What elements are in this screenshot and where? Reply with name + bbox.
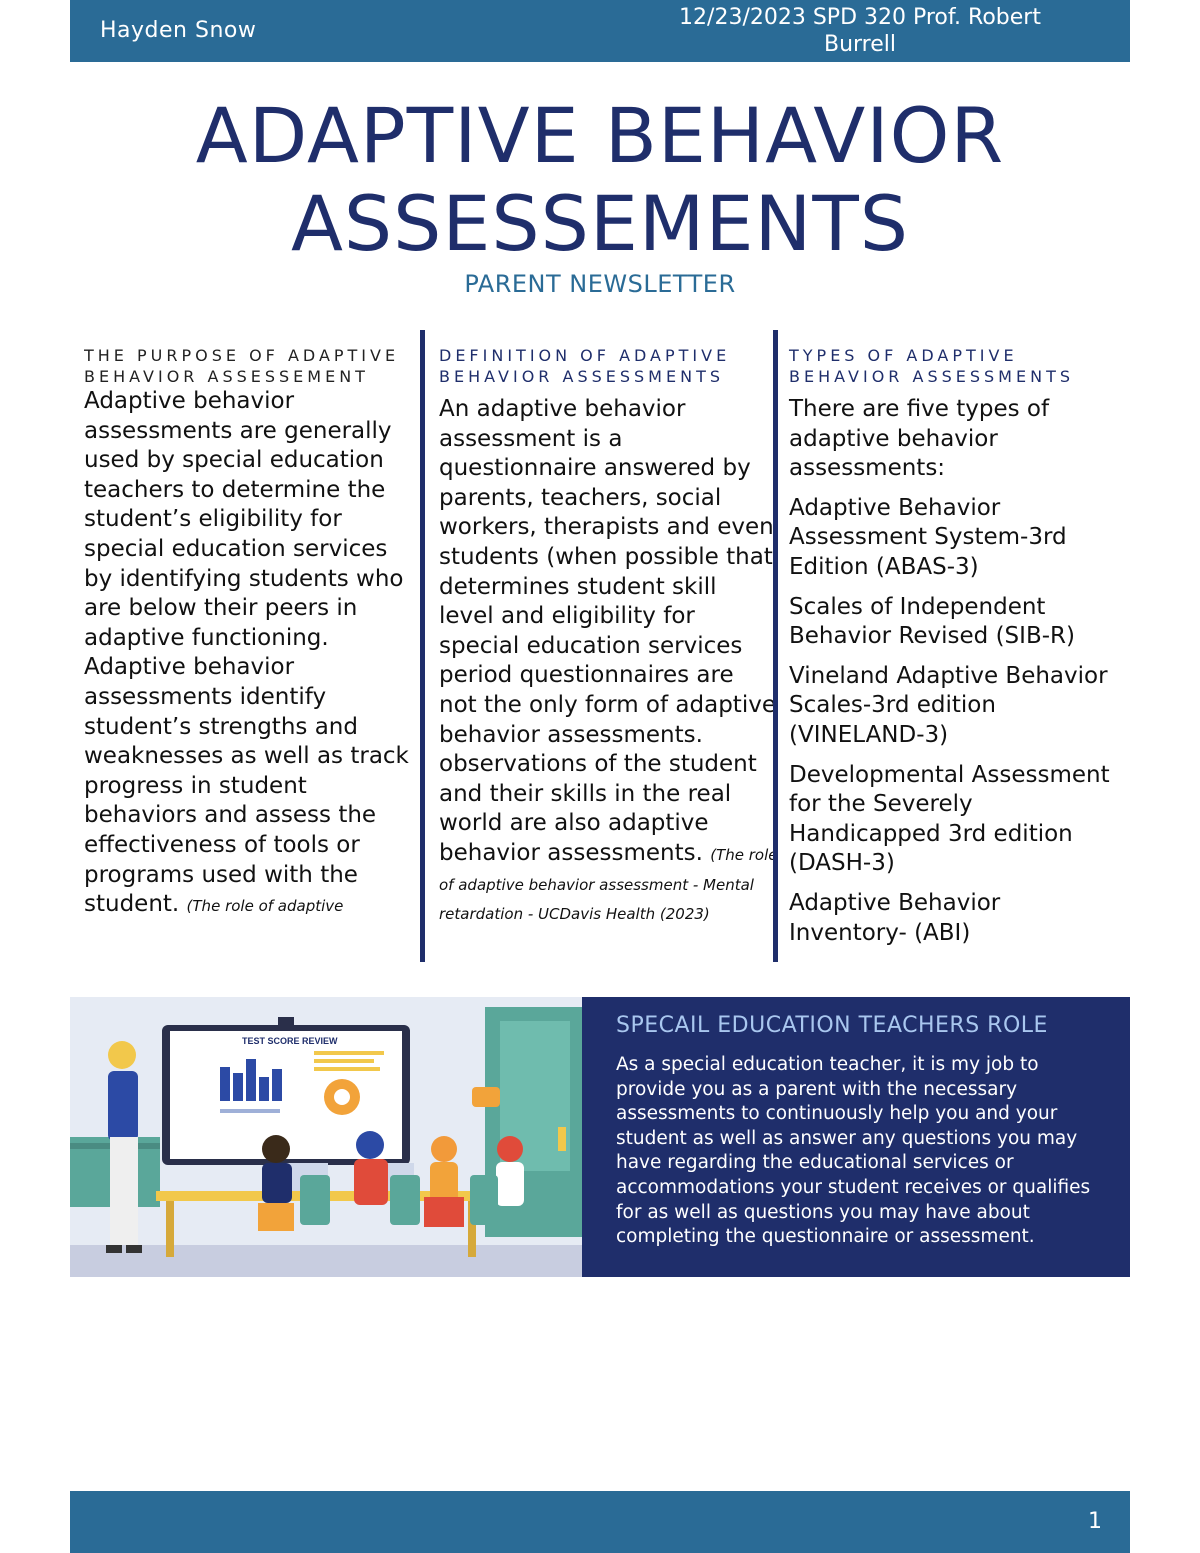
purpose-column — [84, 330, 414, 962]
definition-citation: (The role of adaptive behavior assessment - Mental retardation - UCDavis Health (2023) — [439, 845, 778, 924]
types-item-sibr: Scales of Independent Behavior Revised (SIB-R) — [789, 593, 1075, 650]
newsletter-subtitle: PARENT NEWSLETTER — [464, 270, 736, 298]
page-number: 1 — [1088, 1509, 1102, 1534]
header-bar — [70, 0, 1130, 62]
purpose-heading: THE PURPOSE OF ADAPTIVE BEHAVIOR ASSESSEMENT — [84, 346, 400, 386]
purpose-text — [84, 387, 414, 920]
classroom-scene-image — [70, 997, 582, 1277]
definition-heading: DEFINITION OF ADAPTIVE BEHAVIOR ASSESSMENTS — [439, 346, 731, 386]
purpose-body: Adaptive behavior assessments are generally used by special education teachers to determine the student’s eligibility for special education services by identifying students who are below their peers in adaptive functioning. Adaptive behavior assessments identify student’s strengths and weaknesses as well as track progress in student behaviors and assess the effectiveness of tools or programs used with the student. — [84, 388, 409, 918]
teacher-role-body: As a special education teacher, it is my job to provide you as a parent with the necessary assessments to continuously help you and your student as well as answer any questions you may have regarding the educational services or accommodations your student receives or qualifies for as well as questions you may have about completing the questionnaire or assessment. — [616, 1054, 1091, 1248]
footer-bar — [70, 1491, 1130, 1553]
types-item-vineland: Vineland Adaptive Behavior Scales-3rd edition (VINELAND-3) — [789, 662, 1108, 748]
teacher-role-title: SPECAIL EDUCATION TEACHERS ROLE — [616, 1013, 1048, 1038]
types-list — [789, 494, 1113, 948]
teacher-role-panel — [582, 997, 1130, 1277]
types-item-dash: Developmental Assessment for the Severely Handicapped 3rd edition (DASH-3) — [789, 761, 1110, 877]
types-item-abas: Adaptive Behavior Assessment System-3rd Edition (ABAS-3) — [789, 494, 1067, 580]
classroom-illustration — [70, 997, 582, 1277]
course-info: 12/23/2023 SPD 320 Prof. Robert Burrell — [679, 5, 1041, 57]
illustration-screen-label: TEST SCORE REVIEW — [242, 1036, 338, 1046]
title-line-1: ADAPTIVE BEHAVIOR — [195, 91, 1005, 180]
types-item-abi: Adaptive Behavior Inventory- (ABI) — [789, 889, 1001, 946]
types-intro: There are five types of adaptive behavior assessments: — [789, 396, 1050, 482]
author-name: Hayden Snow — [100, 18, 257, 43]
teacher-role-banner — [70, 997, 1130, 1277]
types-column — [773, 330, 1113, 962]
definition-body: An adaptive behavior assessment is a questionnaire answered by parents, teachers, social workers, therapists and even students (when possible that determines student skill level and eligibility for special education services period questionnaires are not the only form of adaptive behavior assessments. observations of the student and their skills in the real world are also adaptive behavior assessments. — [439, 396, 776, 866]
newsletter-title — [70, 92, 1130, 268]
purpose-citation: (The role of adaptive — [186, 897, 344, 916]
title-line-2: ASSESSEMENTS — [290, 179, 910, 268]
types-heading: TYPES OF ADAPTIVE BEHAVIOR ASSESSMENTS — [789, 346, 1074, 386]
definition-column — [420, 330, 778, 962]
definition-text — [439, 395, 778, 928]
